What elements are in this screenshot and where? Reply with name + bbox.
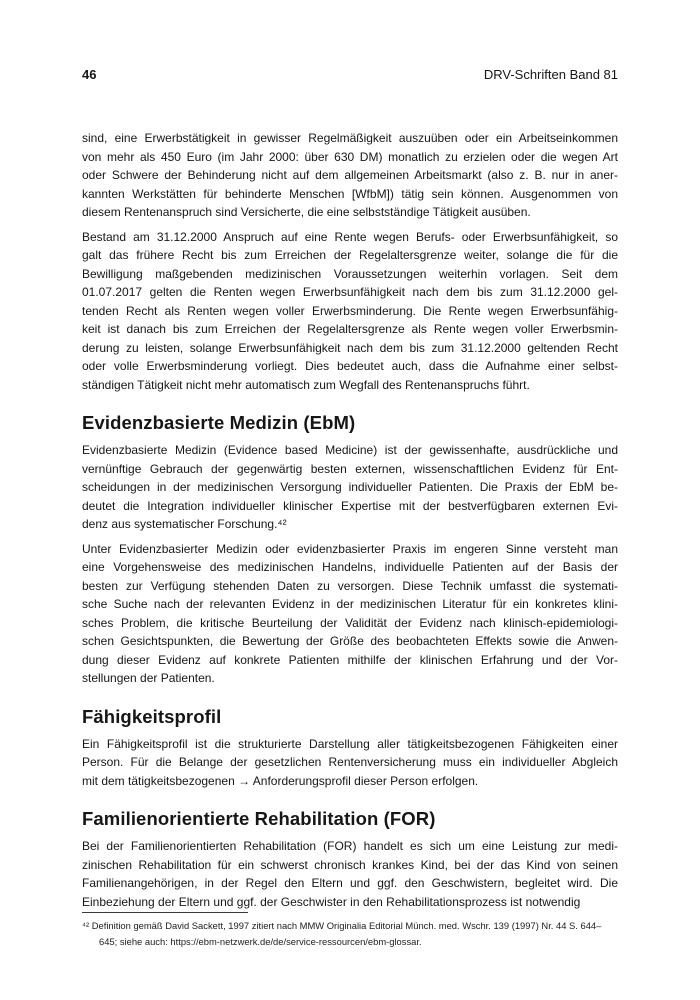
text-line: deutet die Integration individueller klinischer Expertise mit der bestverfügbaren externen Evi- — [82, 498, 618, 513]
text-line: Ein Fähigkeitsprofil ist die strukturierte Darstellung aller tätigkeitsbezogenen Fähigkeiten einer — [82, 736, 618, 751]
text-line: denz aus systematischer Forschung.⁴² — [82, 517, 287, 531]
section — [82, 706, 618, 791]
footnote — [82, 912, 618, 949]
paragraph — [82, 540, 618, 688]
text-line: Bewilligung maßgebenden medizinischen Voraussetzungen weiterhin vorlagen. Seit dem — [82, 266, 618, 281]
text-line: diesem Rentenanspruch sind Versicherte, die eine selbstständige Tätigkeit ausüben. — [82, 205, 531, 219]
text-line: sches Problem, die kritische Beurteilung der Validität der Evidenz nach klinisch-epidemiologi- — [82, 615, 618, 630]
text-line: Familienangehörigen, in der Regel den Eltern und ggf. den Geschwistern, begleitet wird. Die — [82, 876, 618, 890]
paragraph — [82, 837, 618, 911]
text-line: besten zur Verfügung stehenden Daten zu versorgen. Diese Technik umfasst die systemati- — [82, 578, 618, 593]
text-line: Bestand am 31.12.2000 Anspruch auf eine Rente wegen Berufs- oder Erwerbsunfähigkeit, so — [82, 229, 618, 244]
paragraph — [82, 441, 618, 534]
page-header — [82, 68, 618, 82]
footnote-separator — [82, 912, 248, 913]
text-line: galt das frühere Recht bis zum Erreichen der Regelaltersgrenze weiter, solange die für die — [82, 248, 618, 262]
text-line: kannten Werkstätten für behinderte Menschen [WfbM]) tätig sein können. Ausgenommen von — [82, 186, 618, 201]
paragraph — [82, 129, 618, 222]
text-line: stellungen der Patienten. — [82, 671, 215, 685]
text-line: keit ist danach bis zum Erreichen der Regelaltersgrenze als Rente wegen voller Erwerbsmin- — [82, 322, 618, 336]
section — [82, 808, 618, 911]
text-line: Bei der Familienorientierten Rehabilitation (FOR) handelt es sich um eine Leistung zur medi- — [82, 839, 618, 853]
section-heading: Fähigkeitsprofil — [82, 705, 222, 727]
footnote-text — [82, 918, 618, 949]
text-line: von mehr als 450 Euro (im Jahr 2000: über 630 DM) monatlich zu erzielen oder die wegen Art — [82, 149, 618, 164]
book-title: DRV-Schriften Band 81 — [483, 67, 618, 82]
text-line: sind, eine Erwerbstätigkeit in gewisser Regelmäßigkeit auszuüben oder ein Arbeitseinkommen — [82, 131, 618, 145]
text-line: ständigen Tätigkeit nicht mehr automatisch zum Wegfall des Rentenanspruchs führt. — [82, 377, 530, 392]
footnote-line: 645; siehe auch: https://ebm-netzwerk.de/de/service-ressourcen/ebm-glossar. — [99, 935, 422, 947]
text-line: oder volle Erwerbsminderung vorliegt. Dies bedeutet auch, dass die Aufnahme einer selbst- — [82, 359, 618, 373]
text-line: Evidenzbasierte Medizin (Evidence based Medicine) ist der gewissenhafte, ausdrückliche und — [82, 443, 618, 457]
paragraph — [82, 228, 618, 395]
text-line: Einbeziehung der Eltern und ggf. der Geschwister in den Rehabilitationsprozess ist notwendig — [82, 894, 581, 909]
text-line: Unter Evidenzbasierter Medizin oder evidenzbasierter Praxis im engeren Sinne versteht man — [82, 541, 618, 556]
section — [82, 412, 618, 688]
text-line: Person. Für die Belange der gesetzlichen Rentenversicherung muss ein individueller Abgleich — [82, 755, 618, 769]
footnote-line: ⁴² Definition gemäß David Sackett, 1997 zitiert nach MMW Originalia Editorial Münch. med. Wschr. 139 (1997) Nr. 44 S. 644– — [82, 920, 602, 931]
section-heading: Familienorientierte Rehabilitation (FOR) — [82, 808, 436, 829]
text-line: 01.07.2017 gelten die Renten wegen Erwerbsunfähigkeit nach dem bis zum 31.12.2000 gel- — [82, 285, 618, 299]
text-line: vernünftige Gebrauch der gegenwärtig besten externen, wissenschaftlichen Evidenz für Ent- — [82, 461, 618, 476]
text-line: mit dem tätigkeitsbezogenen → Anforderungsprofil dieser Person erfolgen. — [82, 773, 479, 788]
paragraph — [82, 735, 618, 791]
text-line: zinischen Rehabilitation für ein schwerst chronisch krankes Kind, bei der das Kind von seinen — [82, 857, 618, 872]
text-line: eine Vorgehensweise des medizinischen Handelns, individuelle Patienten auf der Basis der — [82, 560, 618, 574]
text-line: schen Gesichtspunkten, die Bewertung der Größe des beobachteten Effekts sowie die Anwen- — [82, 634, 618, 648]
section-heading: Evidenzbasierte Medizin (EbM) — [82, 412, 356, 433]
page-content — [82, 129, 618, 911]
text-line: oder Schwere der Behinderung nicht auf dem allgemeinen Arbeitsmarkt (also z. B. nur in aner- — [82, 168, 618, 182]
text-line: dung dieser Evidenz auf konkrete Patienten mithilfe der klinischen Erfahrung und der Vor- — [82, 652, 618, 667]
page-number: 46 — [82, 67, 97, 82]
text-line: tenden Recht als Renten wegen voller Erwerbsminderung. Die Rente wegen Erwerbsunfähig- — [82, 303, 618, 318]
text-line: scheidungen in der medizinischen Versorgung individueller Patienten. Die Praxis der EbM be- — [82, 480, 618, 494]
text-line: sche Suche nach der relevanten Evidenz in der medizinischen Literatur für ein konkretes klini- — [82, 597, 618, 611]
text-line: derung zu leisten, solange Erwerbsunfähigkeit nach dem bis zum 31.12.2000 geltenden Recht — [82, 340, 618, 355]
